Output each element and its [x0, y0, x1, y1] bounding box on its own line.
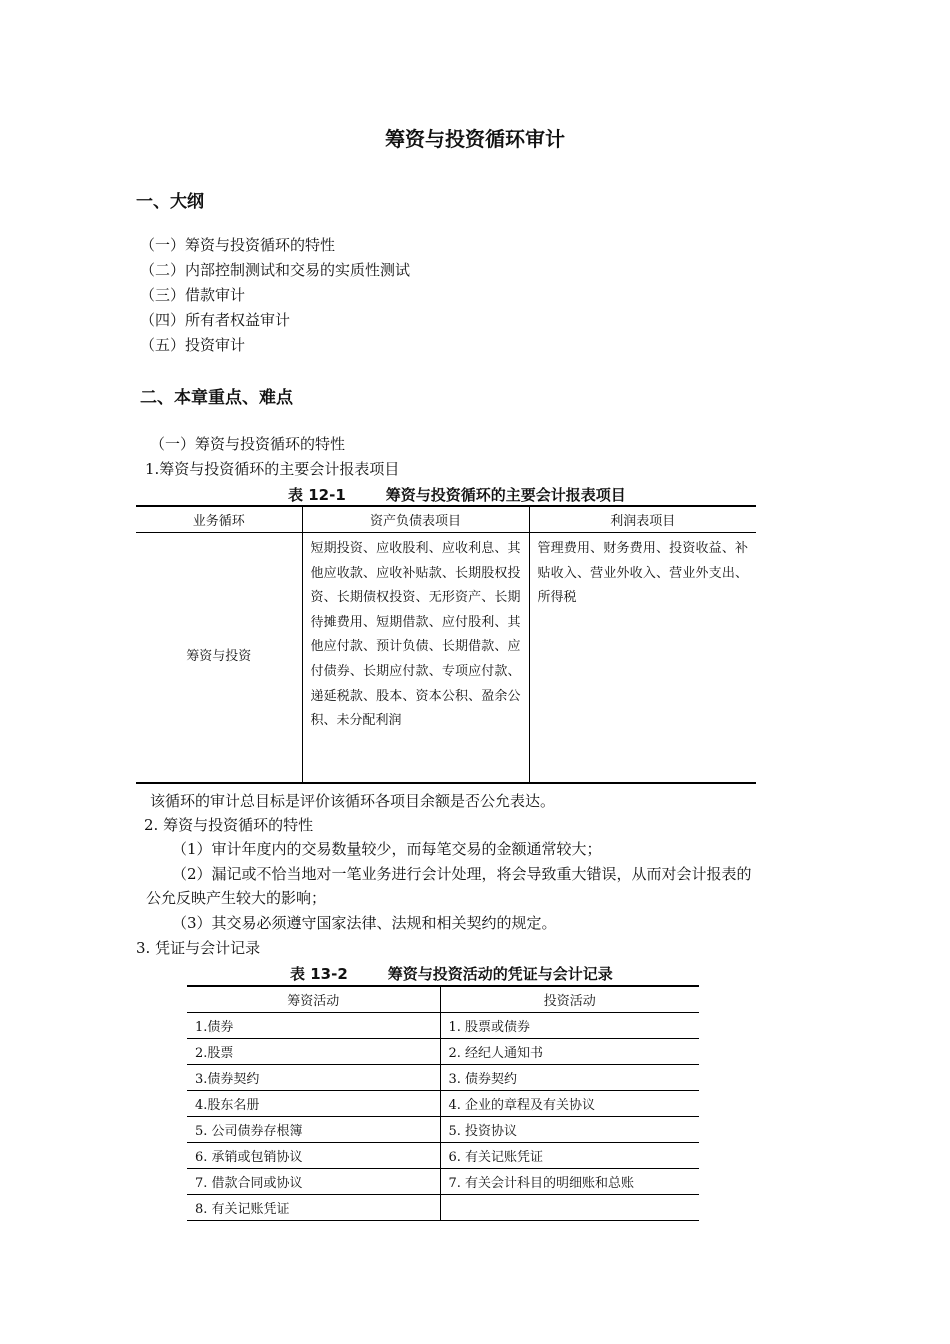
page-title: 筹资与投资循环审计 — [385, 127, 565, 151]
section1-heading: 一、大纲 — [136, 192, 204, 212]
table-cell: 8. 有关记账凭证 — [187, 1195, 440, 1221]
table-cell: 3. 债券契约 — [440, 1065, 699, 1091]
table-row — [187, 1065, 699, 1091]
table-cell: 4.股东名册 — [187, 1091, 440, 1117]
table-cell: 5. 投资协议 — [440, 1117, 699, 1143]
column-header: 资产负债表项目 — [302, 506, 529, 533]
table-cell: 3.债券契约 — [187, 1065, 440, 1091]
vouchers-records-table — [187, 985, 699, 1221]
table-row — [187, 1091, 699, 1117]
table-cell: 7. 借款合同或协议 — [187, 1169, 440, 1195]
table-cell: 筹资与投资 — [136, 533, 302, 784]
table-cell: 4. 企业的章程及有关协议 — [440, 1091, 699, 1117]
trait-item: （3）其交易必须遵守国家法律、法规和相关契约的规定。 — [172, 914, 557, 932]
table-cell: 短期投资、应收股利、应收利息、其他应收款、应收补贴款、长期股权投资、长期债权投资、无形资产、长期待摊费用、短期借款、应付股利、其他应付款、预计负债、长期借款、应付债券、长期应付款、专项应付款、递延税款、股本、资本公积、盈余公积、未分配利润 — [302, 533, 529, 784]
table-cell: 5. 公司债券存根簿 — [187, 1117, 440, 1143]
outline-item: （一）筹资与投资循环的特性 — [140, 236, 336, 254]
trait-item: （2）漏记或不恰当地对一笔业务进行会计处理，将会导致重大错误，从而对会计报表的 — [172, 865, 752, 883]
table-row — [187, 1169, 699, 1195]
outline-item: （三）借款审计 — [140, 286, 246, 304]
table-row — [187, 1039, 699, 1065]
table1-caption-number: 表 12-1 — [288, 486, 346, 504]
table-cell: 1. 股票或债券 — [440, 1013, 699, 1039]
table-header-row — [136, 506, 756, 533]
column-header: 筹资活动 — [187, 986, 440, 1013]
paragraph: 该循环的审计总目标是评价该循环各项目余额是否公允表达。 — [150, 792, 556, 810]
section2-heading: 二、本章重点、难点 — [140, 388, 293, 408]
point-heading: 2. 筹资与投资循环的特性 — [144, 816, 314, 834]
point-heading: 1.筹资与投资循环的主要会计报表项目 — [145, 460, 400, 478]
table-cell: 7. 有关会计科目的明细账和总账 — [440, 1169, 699, 1195]
table-row — [187, 1013, 699, 1039]
table-cell: 2.股票 — [187, 1039, 440, 1065]
table-header-row — [187, 986, 699, 1013]
subsection-heading: （一）筹资与投资循环的特性 — [150, 435, 346, 453]
table-row — [187, 1117, 699, 1143]
table2-caption-text: 筹资与投资活动的凭证与会计记录 — [387, 965, 613, 983]
outline-item: （二）内部控制测试和交易的实质性测试 — [140, 261, 411, 279]
point-heading: 3. 凭证与会计记录 — [136, 939, 261, 957]
table-cell: 6. 承销或包销协议 — [187, 1143, 440, 1169]
table-cell: 1.债券 — [187, 1013, 440, 1039]
trait-item-continued: 公允反映产生较大的影响； — [146, 889, 327, 907]
table1-caption-text: 筹资与投资循环的主要会计报表项目 — [385, 486, 626, 504]
outline-item: （五）投资审计 — [140, 336, 246, 354]
trait-item: （1）审计年度内的交易数量较少，而每笔交易的金额通常较大； — [172, 840, 602, 858]
column-header: 业务循环 — [136, 506, 302, 533]
outline-item: （四）所有者权益审计 — [140, 311, 291, 329]
table1-caption — [288, 484, 626, 505]
statement-items-table — [136, 505, 756, 784]
table-row — [187, 1143, 699, 1169]
table-row — [136, 533, 756, 784]
table-row — [187, 1195, 699, 1221]
table-cell: 2. 经纪人通知书 — [440, 1039, 699, 1065]
table2-caption-number: 表 13-2 — [290, 965, 348, 983]
table-cell: 6. 有关记账凭证 — [440, 1143, 699, 1169]
table-cell — [440, 1195, 699, 1221]
table2-caption — [290, 963, 613, 984]
column-header: 利润表项目 — [529, 506, 756, 533]
column-header: 投资活动 — [440, 986, 699, 1013]
table-cell: 管理费用、财务费用、投资收益、补贴收入、营业外收入、营业外支出、所得税 — [529, 533, 756, 784]
